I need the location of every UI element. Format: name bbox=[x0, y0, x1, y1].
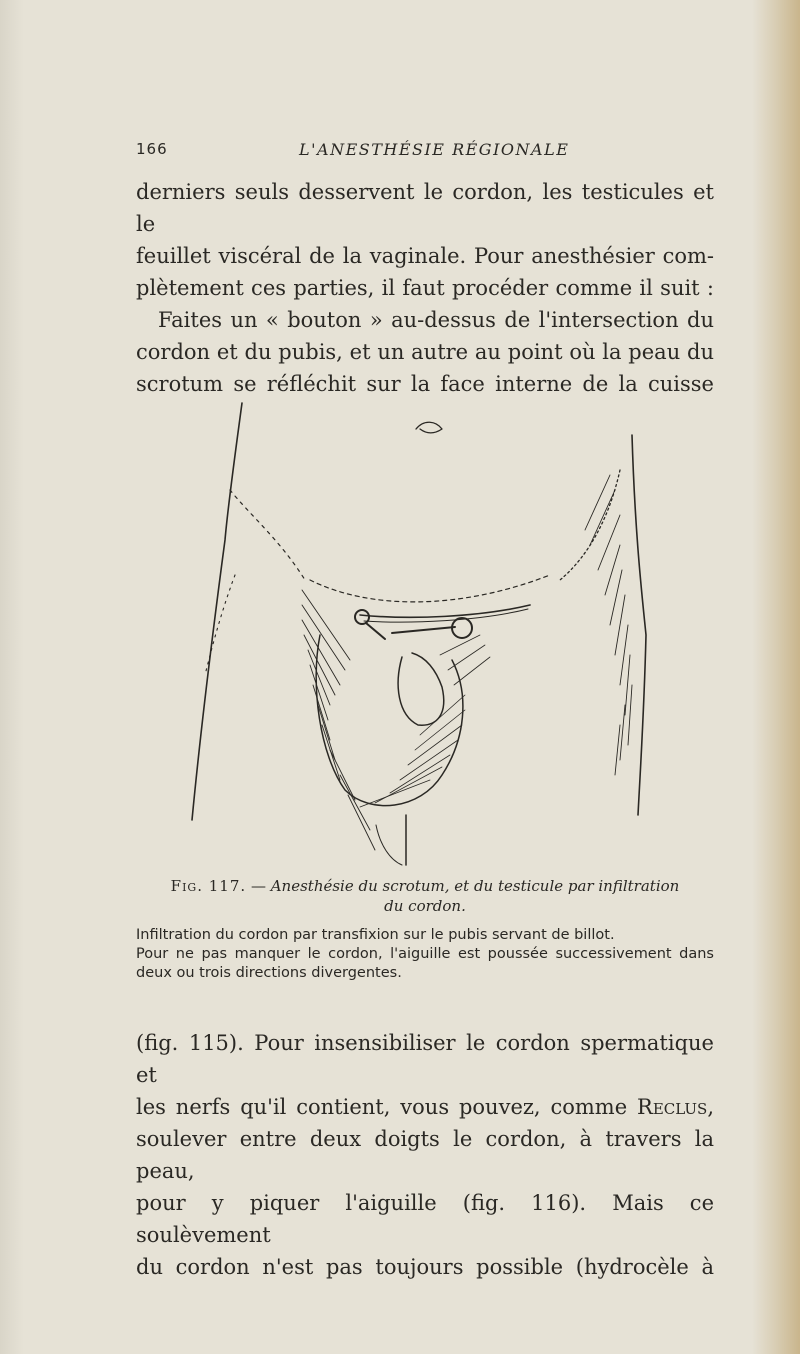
text-line: (fig. 115). Pour insensibiliser le cordon spermatique et bbox=[136, 1031, 714, 1087]
text-line: derniers seuls desservent le cordon, les testicules et le bbox=[136, 180, 714, 236]
right-thigh-line bbox=[632, 435, 646, 815]
text-line: scrotum se réfléchit sur la face interne de la cuisse bbox=[136, 372, 714, 396]
text-line: feuillet viscéral de la vaginale. Pour anesthésier com- bbox=[136, 244, 714, 268]
legend-line: Pour ne pas manquer le cordon, l'aiguille est poussée successivement dans deux ou trois directions divergentes. bbox=[136, 946, 714, 981]
caption-line-1 bbox=[136, 876, 714, 896]
legend-line: Infiltration du cordon par transfixion sur le pubis servant de billot. bbox=[136, 927, 615, 943]
text-line: Faites un « bouton » au-dessus de l'intersection du bbox=[158, 308, 714, 332]
figure-caption bbox=[136, 876, 714, 916]
text-line: du cordon n'est pas toujours possible (hydrocèle à bbox=[136, 1255, 714, 1279]
figure-label: Fig. 117. bbox=[170, 877, 247, 895]
text-segment: les nerfs qu'il contient, vous pouvez, comme bbox=[136, 1095, 638, 1119]
text-line: plètement ces parties, il faut procéder comme il suit : bbox=[136, 276, 714, 300]
author-name: Reclus bbox=[637, 1095, 708, 1119]
text-line: soulever entre deux doigts le cordon, à travers la peau, bbox=[136, 1127, 714, 1183]
left-thigh-line bbox=[192, 403, 242, 820]
anatomical-illustration bbox=[180, 395, 660, 870]
figure-title-2: du cordon. bbox=[384, 897, 466, 915]
paragraph-top bbox=[136, 176, 714, 400]
figure-legend bbox=[136, 926, 714, 983]
text-line: cordon et du pubis, et un autre au point où la peau du bbox=[136, 340, 714, 364]
text-segment: , bbox=[707, 1095, 714, 1119]
page-number: 166 bbox=[136, 140, 168, 158]
caption-dash: — bbox=[250, 877, 266, 895]
figure-title-1: Anesthésie du scrotum, et du testicule par infiltration bbox=[270, 877, 680, 895]
paragraph-bottom bbox=[136, 1027, 714, 1283]
text-line bbox=[136, 1091, 714, 1123]
illustration-drawing bbox=[180, 395, 660, 870]
running-title: L'ANESTHÉSIE RÉGIONALE bbox=[299, 140, 570, 159]
text-line: pour y piquer l'aiguille (fig. 116). Mais ce soulèvement bbox=[136, 1191, 714, 1247]
page-header bbox=[136, 140, 716, 164]
